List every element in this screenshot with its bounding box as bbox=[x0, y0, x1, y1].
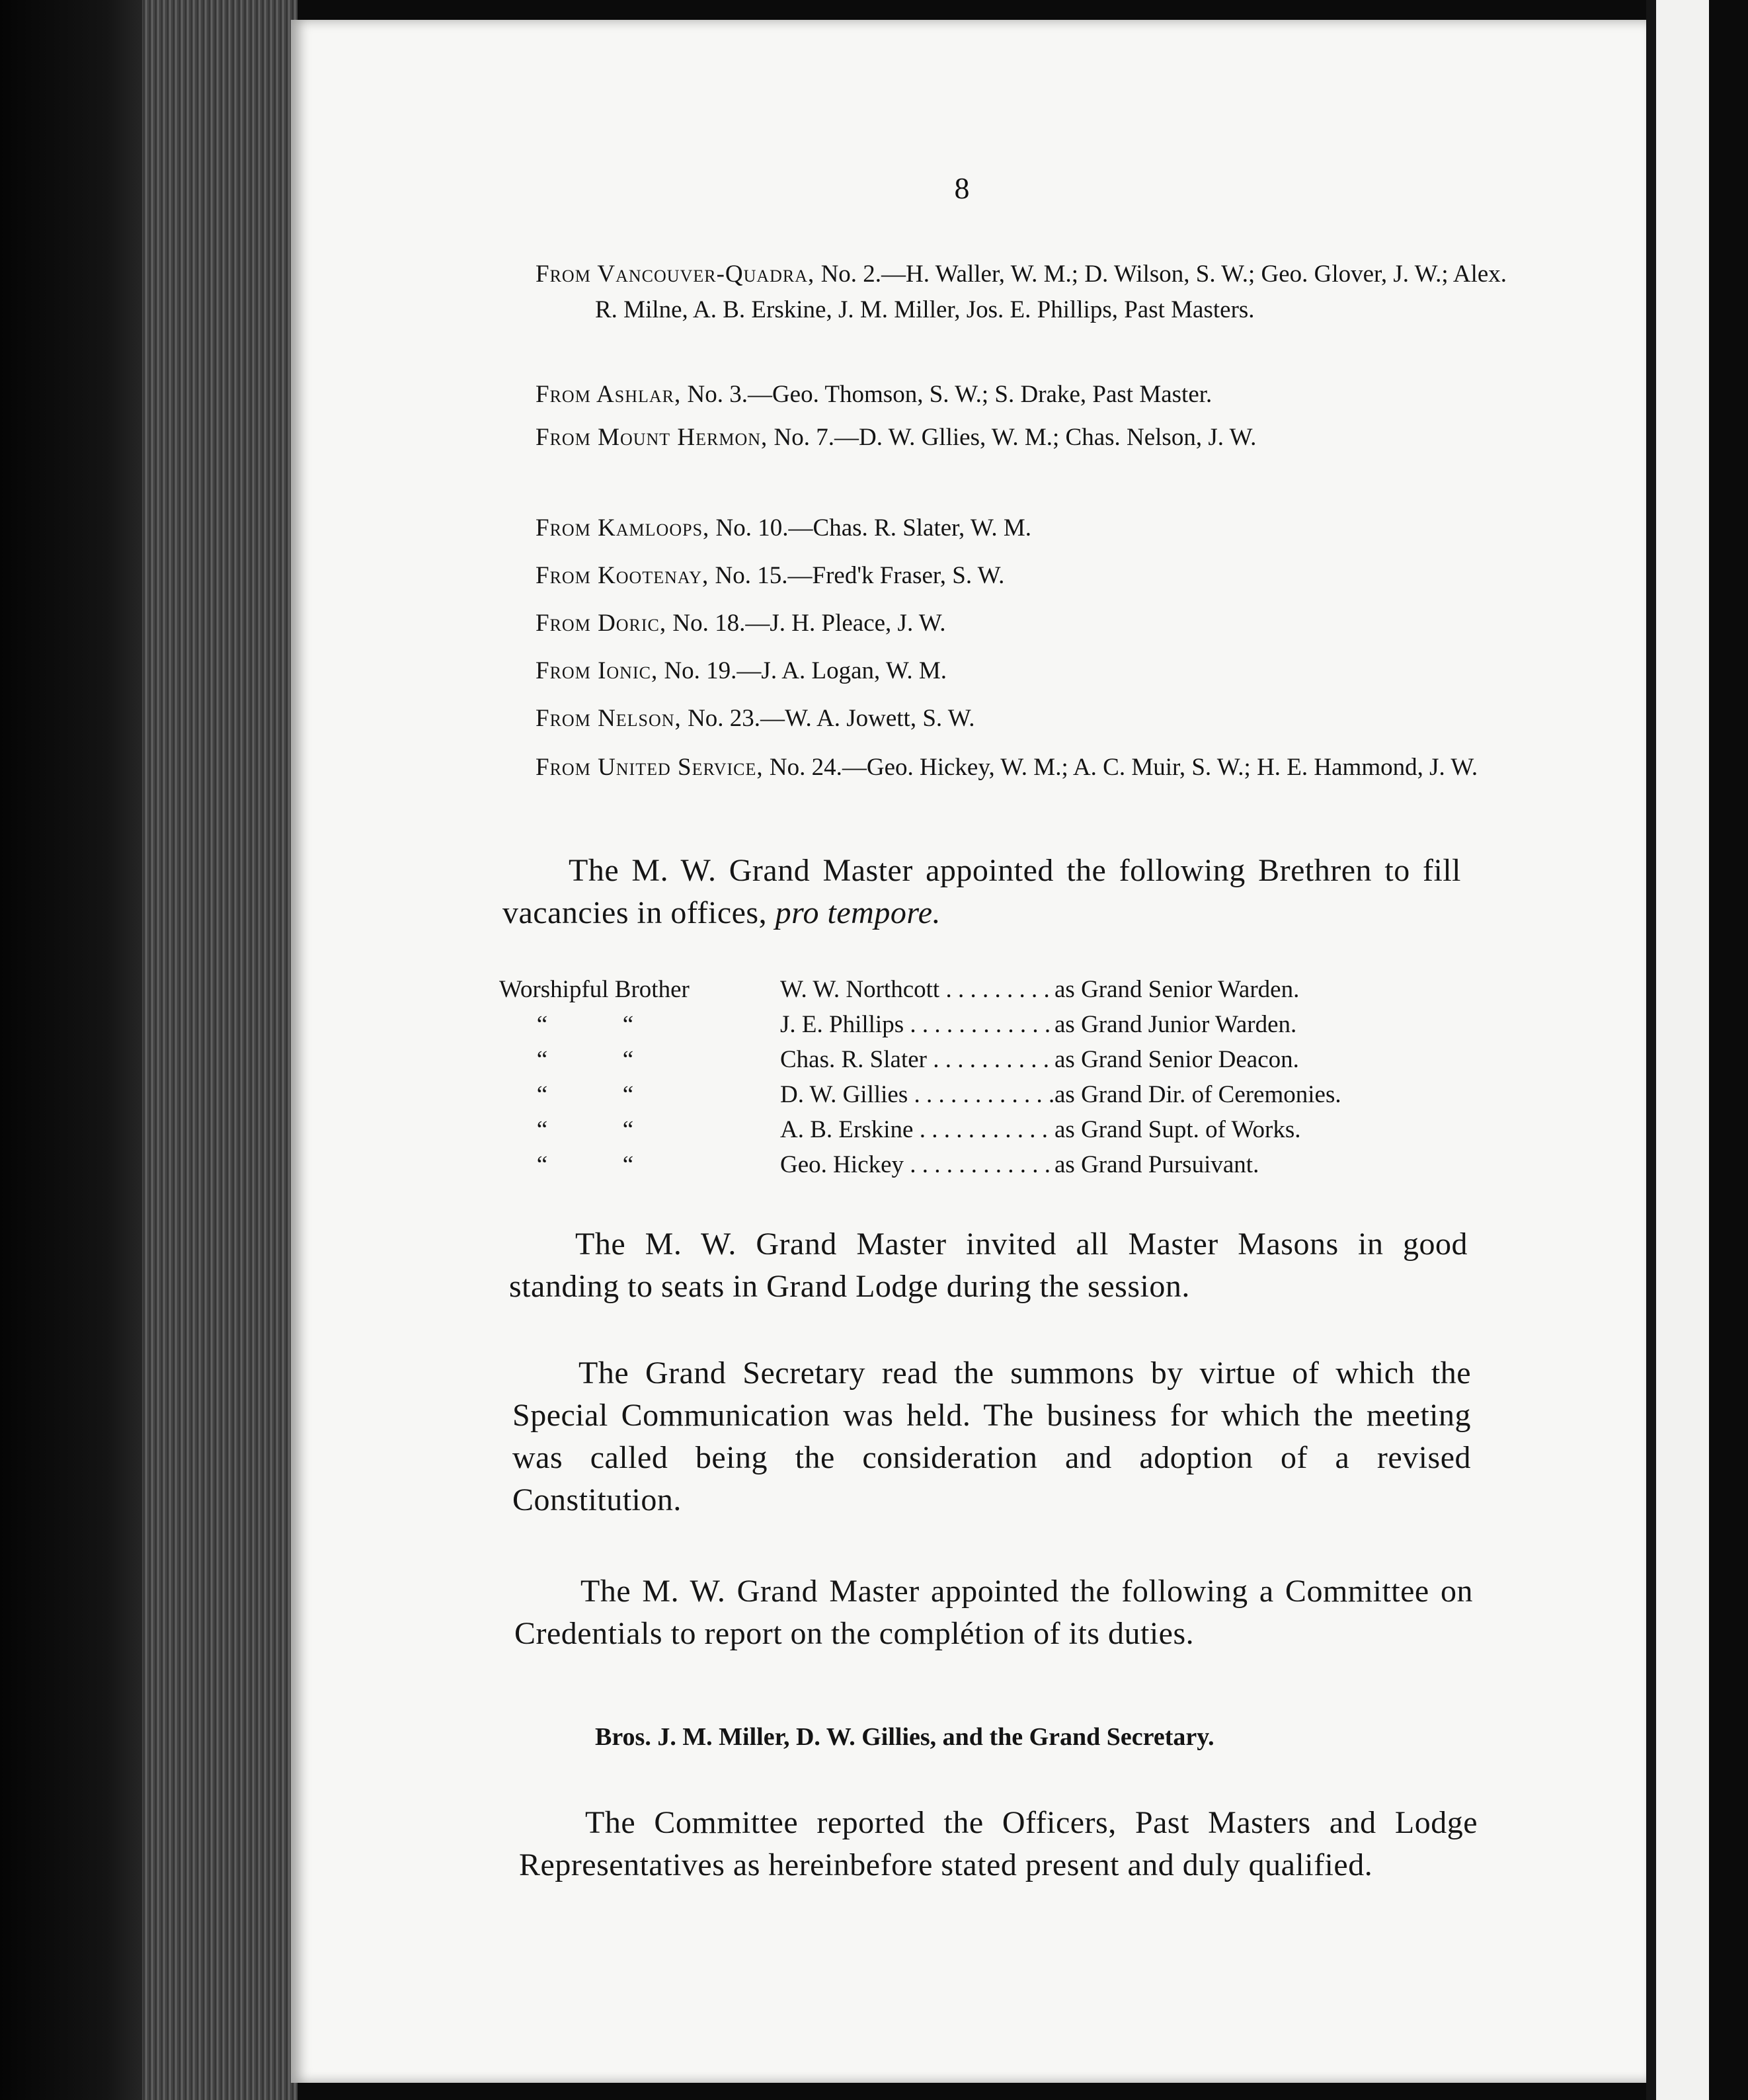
delegation-entry bbox=[536, 377, 1521, 413]
officer-name: A. B. Erskine . . . bbox=[780, 1112, 1054, 1147]
delegation-lodge: From Kootenay, bbox=[536, 562, 709, 589]
delegation-members: No. 23.—W. A. Jowett, S. W. bbox=[688, 705, 975, 732]
next-page-strip bbox=[1656, 0, 1709, 2100]
page-number: 8 bbox=[954, 171, 970, 205]
officer-office: as Grand Senior Warden. bbox=[1054, 976, 1300, 1003]
ditto-mark: “ bbox=[536, 1116, 548, 1143]
appointment-latin: pro tempore. bbox=[775, 895, 941, 930]
delegation-lodge: From Ionic, bbox=[536, 657, 658, 684]
officer-name: D. W. Gillies . . . bbox=[780, 1077, 1054, 1112]
ditto-mark: “ bbox=[536, 1011, 548, 1038]
officer-row bbox=[499, 972, 1458, 1007]
officer-title bbox=[499, 1112, 780, 1147]
appointment-paragraph bbox=[502, 850, 1461, 934]
officer-title bbox=[499, 1042, 780, 1077]
summons-paragraph: The Grand Secretary read the summons by virtue of which the Special Communication was held. The business for which the meeting was called being the consideration and adoption of a revised Constitution. bbox=[512, 1355, 1471, 1517]
delegation-entry bbox=[536, 510, 1521, 546]
officer-row bbox=[499, 1042, 1458, 1077]
officer-name: Geo. Hickey . . . bbox=[780, 1147, 1054, 1182]
committee-members: Bros. J. M. Miller, D. W. Gillies, and the Grand Secretary. bbox=[595, 1723, 1214, 1751]
delegation-lodge: From Kamloops, bbox=[536, 514, 710, 542]
officers-list bbox=[499, 972, 1458, 1182]
officer-title bbox=[499, 1077, 780, 1112]
ditto-mark: “ bbox=[622, 1116, 634, 1143]
delegation-members: No. 10.—Chas. R. Slater, W. M. bbox=[715, 514, 1032, 542]
ditto-mark: “ bbox=[536, 1046, 548, 1073]
officer-row bbox=[499, 1077, 1458, 1112]
delegation-members: No. 18.—J. H. Pleace, J. W. bbox=[672, 610, 946, 637]
delegation-entry bbox=[536, 257, 1521, 328]
ditto-mark: “ bbox=[622, 1046, 634, 1073]
page-edges bbox=[142, 0, 298, 2100]
officer-office: as Grand Junior Warden. bbox=[1054, 1011, 1297, 1038]
delegation-members: No. 3.—Geo. Thomson, S. W.; S. Drake, Past Master. bbox=[687, 381, 1212, 408]
delegation-lodge: From Doric, bbox=[536, 610, 667, 637]
delegation-members: No. 19.—J. A. Logan, W. M. bbox=[664, 657, 947, 684]
delegation-entry bbox=[536, 750, 1521, 786]
delegation-members: No. 2.—H. Waller, W. M.; D. Wilson, S. W.; Geo. Glover, J. W.; Alex. R. Milne, A. B. Erskine, J. M. Miller, Jos. E. Phillips, Past Masters. bbox=[595, 261, 1507, 323]
officer-row bbox=[499, 1147, 1458, 1182]
delegation-entry bbox=[536, 701, 1521, 737]
delegation-entry bbox=[536, 606, 1521, 641]
delegation-entry bbox=[536, 420, 1521, 456]
officer-office: as Grand Senior Deacon. bbox=[1054, 1046, 1299, 1073]
officer-office: as Grand Pursuivant. bbox=[1054, 1151, 1259, 1178]
ditto-mark: “ bbox=[622, 1081, 634, 1108]
officer-title: Worshipful Brother bbox=[499, 976, 690, 1003]
delegation-lodge: From Ashlar, bbox=[536, 381, 682, 408]
delegation-lodge: From Nelson, bbox=[536, 705, 682, 732]
ditto-mark: “ bbox=[622, 1011, 634, 1038]
delegation-lodge: From Mount Hermon, bbox=[536, 424, 768, 451]
page-gutter bbox=[1646, 0, 1656, 2100]
delegation-entry bbox=[536, 558, 1521, 594]
delegation-members: No. 7.—D. W. Gllies, W. M.; Chas. Nelson, J. W. bbox=[774, 424, 1257, 451]
ditto-mark: “ bbox=[622, 1151, 634, 1178]
officer-name: Chas. R. Slater . . . bbox=[780, 1042, 1054, 1077]
binding-shadow bbox=[0, 0, 152, 2100]
delegation-entry bbox=[536, 653, 1521, 689]
ditto-mark: “ bbox=[536, 1151, 548, 1178]
delegation-lodge: From Vancouver-Quadra, bbox=[536, 261, 815, 288]
officer-office: as Grand Dir. of Ceremonies. bbox=[1054, 1081, 1341, 1108]
officer-row bbox=[499, 1112, 1458, 1147]
officer-title bbox=[499, 1147, 780, 1182]
committee-intro-paragraph: The M. W. Grand Master appointed the following a Committee on Credentials to report on the complétion of its duties. bbox=[514, 1574, 1473, 1651]
committee-report-paragraph: The Committee reported the Officers, Past Masters and Lodge Representatives as hereinbefore stated present and duly qualified. bbox=[519, 1805, 1478, 1882]
officer-row bbox=[499, 1007, 1458, 1042]
officer-name: W. W. Northcott . . . bbox=[780, 972, 1054, 1007]
officer-office: as Grand Supt. of Works. bbox=[1054, 1116, 1301, 1143]
delegation-members: No. 24.—Geo. Hickey, W. M.; A. C. Muir, S. W.; H. E. Hammond, J. W. bbox=[769, 754, 1478, 781]
ditto-mark: “ bbox=[536, 1081, 548, 1108]
delegation-lodge: From United Service, bbox=[536, 754, 764, 781]
officer-name: J. E. Phillips . . . bbox=[780, 1007, 1054, 1042]
scan-border bbox=[1709, 0, 1748, 2100]
appointment-text: The M. W. Grand Master appointed the following Brethren to fill vacancies in offices, bbox=[502, 853, 1461, 930]
invitation-paragraph: The M. W. Grand Master invited all Master Masons in good standing to seats in Grand Lodge during the session. bbox=[509, 1227, 1468, 1304]
delegation-members: No. 15.—Fred'k Fraser, S. W. bbox=[715, 562, 1005, 589]
officer-title bbox=[499, 1007, 780, 1042]
